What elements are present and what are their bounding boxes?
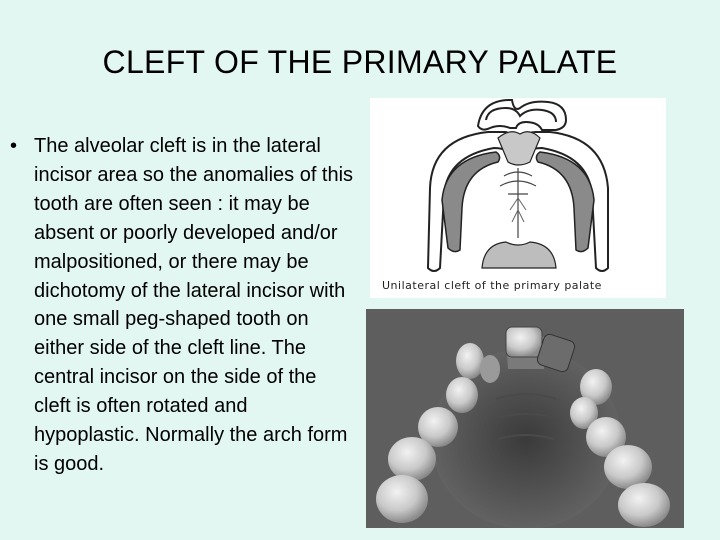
slide-title: CLEFT OF THE PRIMARY PALATE <box>102 44 618 80</box>
bullet-text: The alveolar cleft is in the lateral incisor area so the anomalies of this tooth are often seen : it may be absent or poorly developed and/or malpositioned, or there may be dichotomy of the lateral incisor with one small peg-shaped tooth on either side of the cleft line. The central incisor on the side of the cleft is often rotated and hypoplastic. Normally the arch form is good. <box>34 135 354 475</box>
palate-diagram-icon <box>370 98 666 298</box>
dental-arch-photo <box>366 309 684 528</box>
palate-diagram <box>370 98 666 298</box>
diagram-caption: Unilateral cleft of the primary palate <box>382 279 602 292</box>
dental-arch-photo-icon <box>366 309 684 528</box>
bullet-dot: • <box>10 135 18 157</box>
